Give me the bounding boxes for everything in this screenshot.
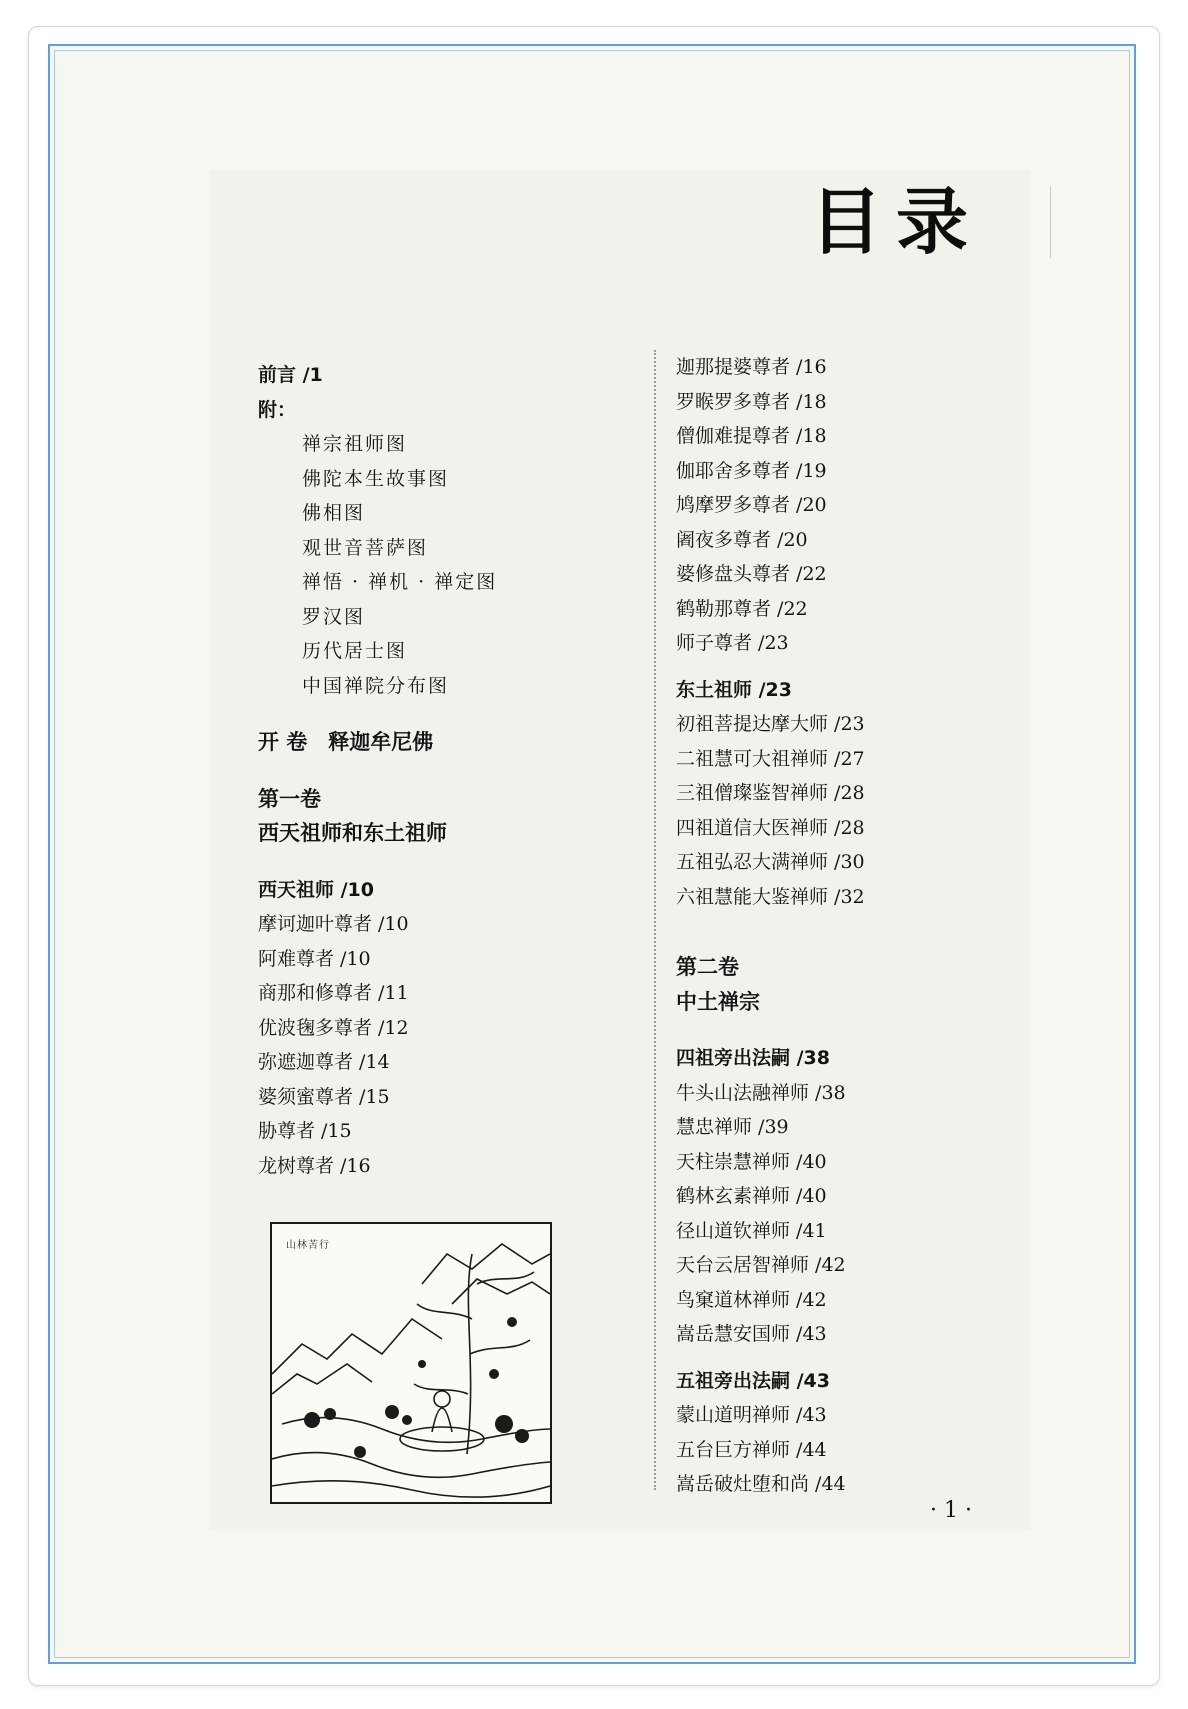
toc-entry: 径山道钦禅师 /41: [676, 1219, 827, 1242]
toc-title: 目录: [810, 180, 983, 264]
section-heading-fifth-patriarch: 五祖旁出法嗣 /43: [676, 1369, 830, 1392]
appendix-item: 禅宗祖师图: [302, 433, 408, 455]
toc-entry: 鸟窠道林禅师 /42: [676, 1288, 827, 1311]
toc-entry: 师子尊者 /23: [676, 632, 789, 654]
toc-entry: 胁尊者 /15: [258, 1120, 352, 1142]
toc-entry: 三祖僧璨鉴智禅师 /28: [676, 782, 865, 804]
appendix-item: 禅悟 · 禅机 · 禅定图: [302, 571, 498, 593]
section-heading-east: 东土祖师 /23: [676, 678, 792, 701]
toc-entry: 蒙山道明禅师 /43: [676, 1404, 827, 1426]
section-heading-west: 西天祖师 /10: [258, 878, 374, 901]
toc-entry: 商那和修尊者 /11: [258, 982, 409, 1004]
column-dotted-divider: [654, 350, 656, 1490]
appendix-item: 历代居士图: [302, 640, 408, 662]
toc-entry: 四祖道信大医禅师 /28: [676, 816, 865, 839]
toc-entry: 龙树尊者 /16: [258, 1154, 371, 1177]
toc-entry-preface: 前言 /1: [258, 364, 323, 386]
section-heading-fourth-patriarch: 四祖旁出法嗣 /38: [676, 1047, 830, 1069]
appendix-item: 观世音菩萨图: [302, 536, 429, 559]
toc-left-column: [258, 358, 497, 1183]
toc-right-column: [676, 350, 865, 1502]
toc-entry: 天柱崇慧禅师 /40: [676, 1150, 827, 1173]
toc-entry: 阇夜多尊者 /20: [676, 528, 808, 551]
toc-entry: 鸠摩罗多尊者 /20: [676, 494, 827, 516]
toc-entry: 婆须蜜尊者 /15: [258, 1085, 390, 1108]
toc-entry: 阿难尊者 /10: [258, 947, 371, 970]
toc-entry: 优波毱多尊者 /12: [258, 1016, 409, 1039]
toc-entry: 五祖弘忍大满禅师 /30: [676, 851, 865, 873]
toc-entry: 僧伽难提尊者 /18: [676, 425, 827, 447]
page-number: · 1 ·: [930, 1498, 972, 1523]
toc-entry: 嵩岳破灶堕和尚 /44: [676, 1473, 846, 1495]
appendix-item: 罗汉图: [302, 605, 366, 628]
toc-entry: 牛头山法融禅师 /38: [676, 1081, 846, 1104]
toc-entry: 二祖慧可大祖禅师 /27: [676, 747, 865, 770]
illustration-caption: 山林苦行: [286, 1236, 330, 1251]
appendix-item: 佛相图: [302, 502, 366, 524]
toc-entry: 弥遮迦尊者 /14: [258, 1051, 390, 1073]
toc-entry: 鹤勒那尊者 /22: [676, 597, 808, 620]
toc-entry: 鹤林玄素禅师 /40: [676, 1185, 827, 1207]
toc-entry: 六祖慧能大鉴禅师 /32: [676, 885, 865, 908]
volume1-heading: 第一卷: [258, 786, 321, 811]
landscape-woodcut-drawing: [272, 1224, 550, 1502]
toc-entry: 五台巨方禅师 /44: [676, 1438, 827, 1461]
volume2-subtitle: 中土禅宗: [676, 989, 760, 1014]
volume2-heading: 第二卷: [676, 955, 739, 979]
title-edge-line: [1050, 186, 1051, 258]
appendix-item: 中国禅院分布图: [302, 674, 450, 697]
toc-entry: 初祖菩提达摩大师 /23: [676, 713, 865, 735]
toc-entry: 迦那提婆尊者 /16: [676, 356, 827, 378]
toc-entry-appendix: 附：: [258, 398, 297, 421]
landscape-woodcut-illustration: [270, 1222, 552, 1504]
opening-volume-heading: 开 卷 释迦牟尼佛: [258, 730, 434, 754]
appendix-item: 佛陀本生故事图: [302, 467, 450, 490]
toc-entry: 天台云居智禅师 /42: [676, 1254, 846, 1276]
toc-entry: 嵩岳慧安国师 /43: [676, 1323, 827, 1345]
toc-entry: 伽耶舍多尊者 /19: [676, 459, 827, 482]
toc-entry: 摩诃迦叶尊者 /10: [258, 913, 409, 935]
toc-entry: 罗睺罗多尊者 /18: [676, 390, 827, 413]
volume1-subtitle: 西天祖师和东土祖师: [258, 821, 447, 845]
toc-entry: 婆修盘头尊者 /22: [676, 563, 827, 585]
toc-entry: 慧忠禅师 /39: [676, 1116, 789, 1138]
